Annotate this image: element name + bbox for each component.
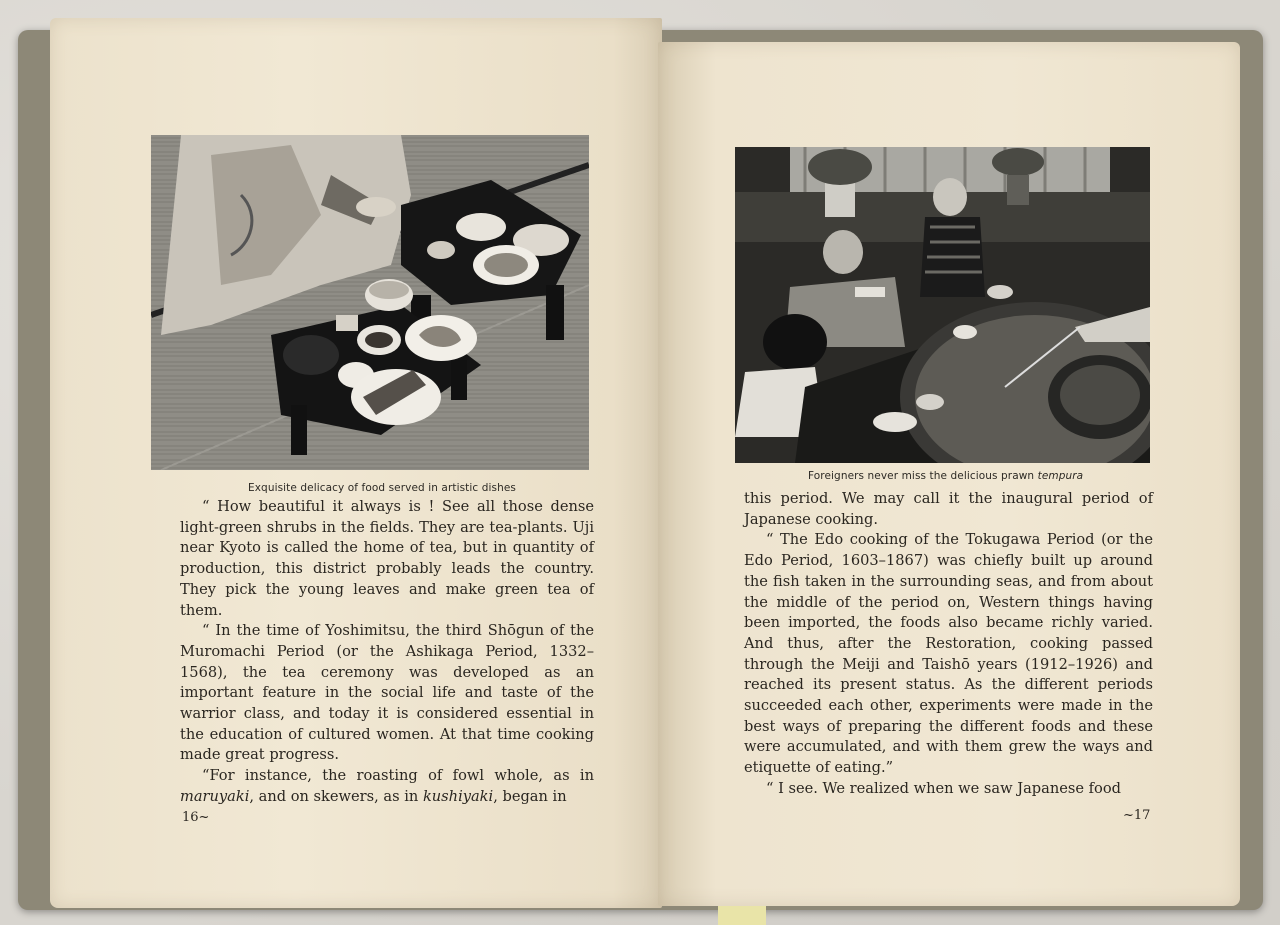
food-trays-photo <box>151 135 589 470</box>
left-paragraph-3-part-1: “For instance, the roasting of fowl whole, as in <box>202 767 594 785</box>
left-page-text <box>180 497 594 808</box>
left-page-number: 16~ <box>182 810 210 825</box>
tempura-dining-photo <box>735 147 1150 463</box>
left-paragraph-3-part-3: , began in <box>493 787 567 805</box>
tempura-term: tempura <box>1037 470 1084 482</box>
left-paragraph-1: “ How beautiful it always is ! See all those dense light-green shrubs in the fields. They are tea-plants. Uji near Kyoto is called the home of tea, but in quantity of production, this district probably leads the country. They pick the young leaves and make green tea of them. <box>180 498 594 619</box>
right-caption-text: Foreigners never miss the delicious prawn <box>808 470 1038 482</box>
right-paragraph-3: “ I see. We realized when we saw Japanese food <box>766 779 1121 797</box>
left-paragraph-3 <box>180 766 594 807</box>
right-paragraph-1: this period. We may call it the inaugural period of Japanese cooking. <box>744 490 1153 528</box>
right-paragraph-2: “ The Edo cooking of the Tokugawa Period (or the Edo Period, 1603–1867) was chiefly built up around the fish taken in the surrounding seas, and from about the middle of the period on, Western things having been imported, the foods also became richly varied. And thus, after the Restoration, cooking passed through the Meiji and Taishō years (1912–1926) and reached its present status. As the different periods succeeded each other, experiments were made in the best ways of preparing the different foods and these were accumulated, and with them grew the ways and etiquette of eating.” <box>744 531 1153 777</box>
maruyaki-term: maruyaki <box>180 787 250 805</box>
kushiyaki-term: kushiyaki <box>422 787 494 805</box>
left-paragraph-3-part-2: , and on skewers, as in <box>249 787 423 805</box>
left-photo-caption: Exquisite delicacy of food served in artistic dishes <box>248 482 516 494</box>
left-paragraph-2: “ In the time of Yoshimitsu, the third Shōgun of the Muromachi Period (or the Ashikaga Period, 1332–1568), the tea ceremony was developed as an important feature in the social life and taste of the warrior class, and today it is considered essential in the education of cultured women. At that time cooking made great progress. <box>180 622 594 764</box>
right-photo-caption <box>808 470 1083 482</box>
right-page-text <box>744 489 1153 800</box>
right-page-number: ~17 <box>1123 808 1151 823</box>
